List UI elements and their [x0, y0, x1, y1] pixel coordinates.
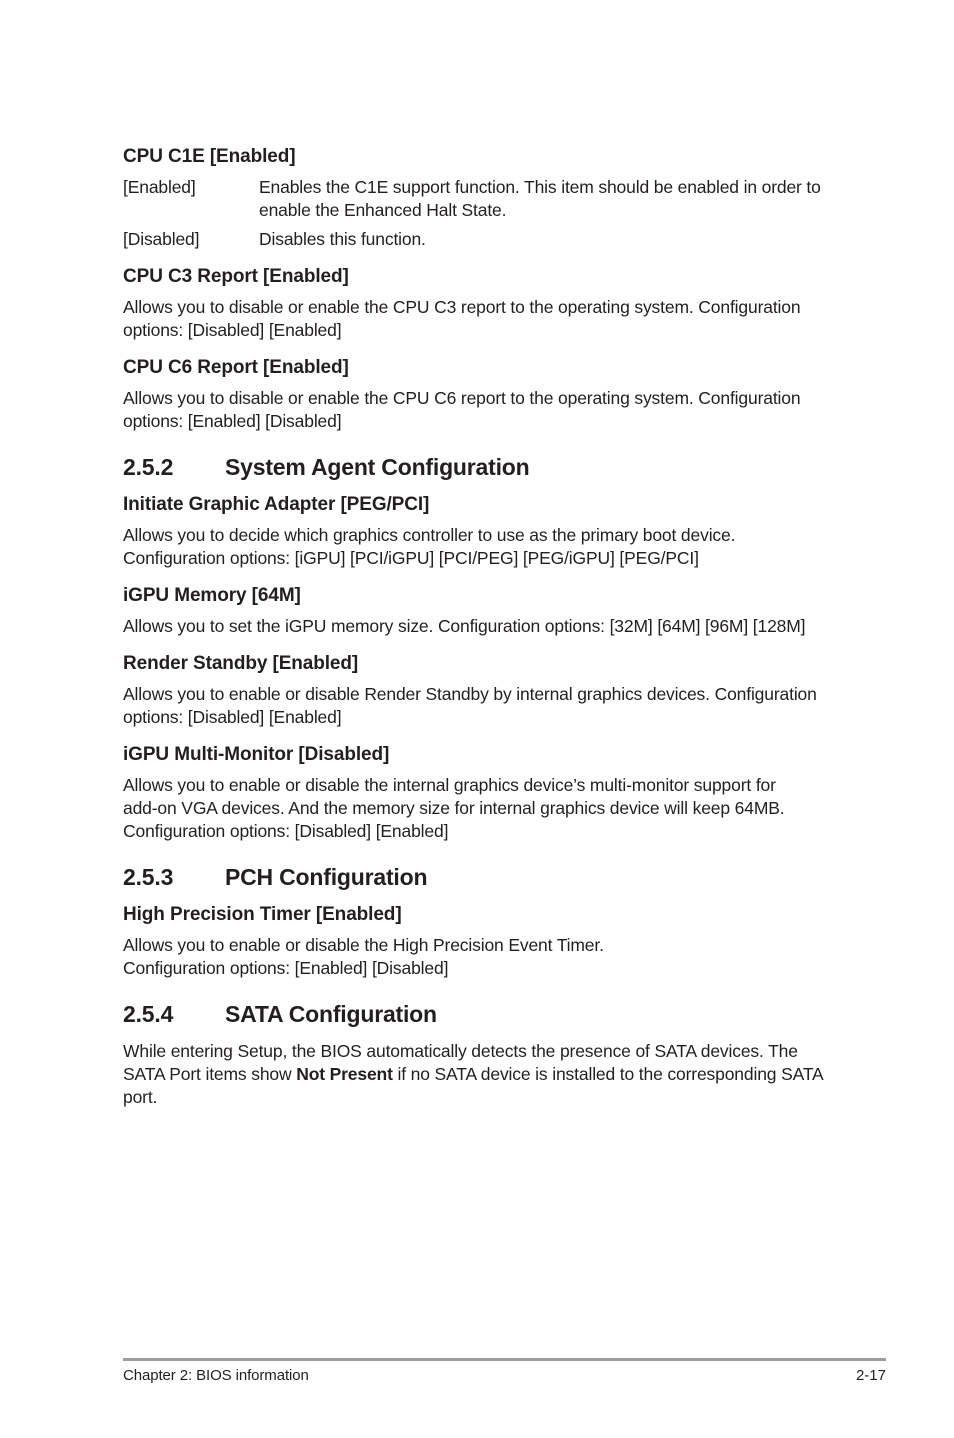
- cpu-c3-desc: Allows you to disable or enable the CPU C3 report to the operating system. Configuration options: [Disabled] [Enabled]: [123, 297, 801, 340]
- option-desc: Enables the C1E support function. This item should be enabled in order to enable the Enhanced Halt State.: [259, 177, 821, 220]
- hpet-desc: [123, 934, 833, 980]
- page-content: [123, 145, 833, 1119]
- graphic-adapter-title: Initiate Graphic Adapter [PEG/PCI]: [123, 494, 430, 515]
- cpu-c6-desc: Allows you to disable or enable the CPU C6 report to the operating system. Configuration options: [Enabled] [Disabled]: [123, 388, 801, 431]
- option-row: [123, 228, 833, 251]
- desc-line: Allows you to enable or disable the internal graphics device’s multi-monitor support for: [123, 775, 776, 795]
- igpu-memory-desc: Allows you to set the iGPU memory size. Configuration options: [32M] [64M] [96M] [128M]: [123, 616, 806, 636]
- desc-line: Configuration options: [iGPU] [PCI/iGPU] [PCI/PEG] [PEG/iGPU] [PEG/PCI]: [123, 548, 699, 568]
- hpet-block: [123, 903, 833, 980]
- render-standby-block: [123, 652, 833, 729]
- not-present-term: Not Present: [296, 1064, 393, 1084]
- footer-chapter: Chapter 2: BIOS information: [123, 1367, 309, 1384]
- igpu-multi-monitor-title: iGPU Multi-Monitor [Disabled]: [123, 744, 390, 765]
- desc-line: Configuration options: [Disabled] [Enabled]: [123, 821, 449, 841]
- graphic-adapter-desc: [123, 524, 833, 570]
- cpu-c1e-title: CPU C1E [Enabled]: [123, 146, 296, 167]
- section-title: System Agent Configuration: [225, 454, 530, 480]
- option-key: [Enabled]: [123, 177, 196, 197]
- igpu-memory-block: [123, 584, 833, 638]
- sata-desc: [123, 1040, 833, 1109]
- igpu-multi-monitor-desc: [123, 774, 833, 843]
- section-heading-2-5-2: [123, 453, 833, 481]
- render-standby-desc: Allows you to enable or disable Render Standby by internal graphics devices. Configuration options: [Disabled] [Enabled]: [123, 684, 817, 727]
- option-desc: Disables this function.: [259, 229, 426, 249]
- cpu-c3-block: [123, 265, 833, 342]
- section-number: 2.5.2: [123, 454, 174, 480]
- section-number: 2.5.3: [123, 864, 174, 890]
- footer-page-number: 2-17: [855, 1367, 886, 1384]
- hpet-title: High Precision Timer [Enabled]: [123, 904, 402, 925]
- desc-line: Allows you to enable or disable the High Precision Event Timer.: [123, 935, 604, 955]
- cpu-c3-title: CPU C3 Report [Enabled]: [123, 266, 349, 287]
- sata-text-before: While entering Setup, the BIOS automatically detects the presence of SATA devices. The SATA Port items show: [123, 1041, 798, 1084]
- section-heading-2-5-4: [123, 1000, 833, 1028]
- igpu-memory-title: iGPU Memory [64M]: [123, 585, 301, 606]
- footer-divider: [123, 1358, 886, 1361]
- option-key: [Disabled]: [123, 229, 200, 249]
- igpu-multi-monitor-block: [123, 743, 833, 843]
- render-standby-title: Render Standby [Enabled]: [123, 653, 359, 674]
- section-title: PCH Configuration: [225, 864, 428, 890]
- graphic-adapter-block: [123, 493, 833, 570]
- desc-line: add-on VGA devices. And the memory size for internal graphics device will keep 64MB.: [123, 798, 785, 818]
- desc-line: Allows you to decide which graphics controller to use as the primary boot device.: [123, 525, 736, 545]
- option-row: [123, 176, 833, 222]
- section-title: SATA Configuration: [225, 1001, 437, 1027]
- cpu-c1e-block: [123, 145, 833, 251]
- cpu-c6-block: [123, 356, 833, 433]
- cpu-c6-title: CPU C6 Report [Enabled]: [123, 357, 349, 378]
- desc-line: Configuration options: [Enabled] [Disabled]: [123, 958, 449, 978]
- section-heading-2-5-3: [123, 863, 833, 891]
- sata-text-after: if no SATA device is installed to the corresponding SATA port.: [123, 1064, 823, 1107]
- section-number: 2.5.4: [123, 1001, 174, 1027]
